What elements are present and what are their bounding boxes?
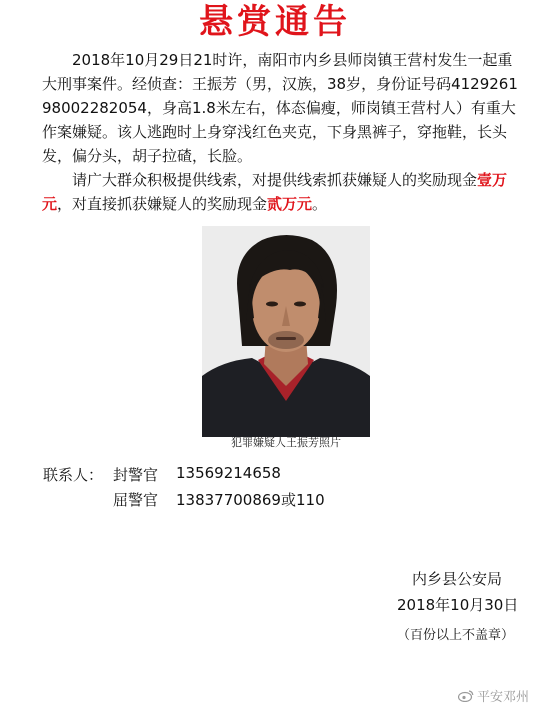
reward-amount-2: 贰万元 — [267, 195, 313, 213]
weibo-icon — [458, 689, 474, 702]
watermark-text: 平安邓州 — [477, 690, 530, 705]
notice-title: 悬赏通告 — [199, 2, 351, 42]
reward-text-b: ，对直接抓获嫌疑人的奖励现金 — [57, 195, 268, 213]
officer-phone: 13569214658 — [176, 464, 281, 482]
reward-text-a: 请广大群众积极提供线索，对提供线索抓获嫌疑人的奖励现金 — [72, 171, 478, 189]
photo-caption: 犯罪嫌疑人王振芳照片 — [231, 436, 341, 449]
issue-date: 2018年10月30日 — [397, 596, 519, 614]
contact-label: 联系人： — [43, 466, 104, 484]
officer-name: 屈警官 — [113, 491, 159, 509]
officer-name: 封警官 — [113, 466, 159, 484]
suspect-photo — [202, 226, 370, 437]
suspect-portrait-image — [202, 226, 370, 437]
case-description: 2018年10月29日21时许，南阳市内乡县师岗镇王营村发生一起重大刑事案件。经侦查：王振芳（男，汉族，38岁，身份证号码412926198002282054，身高1.8米左右，体态偏瘦，师岗镇王营村人）有重大作案嫌疑。该人逃跑时上身穿浅红色夹克，下身黑裤子，穿拖鞋，长头发，偏分头，胡子拉碴，长脸。 — [42, 51, 518, 165]
stamp-note: （百份以上不盖章） — [397, 628, 515, 643]
officer-phone: 13837700869或110 — [176, 491, 325, 509]
reward-amount-1: 壹万元 — [42, 171, 508, 213]
issuer-name: 内乡县公安局 — [412, 570, 503, 588]
reward-text-c: 。 — [312, 195, 328, 213]
reward-paragraph — [42, 168, 524, 216]
watermark — [458, 686, 529, 705]
